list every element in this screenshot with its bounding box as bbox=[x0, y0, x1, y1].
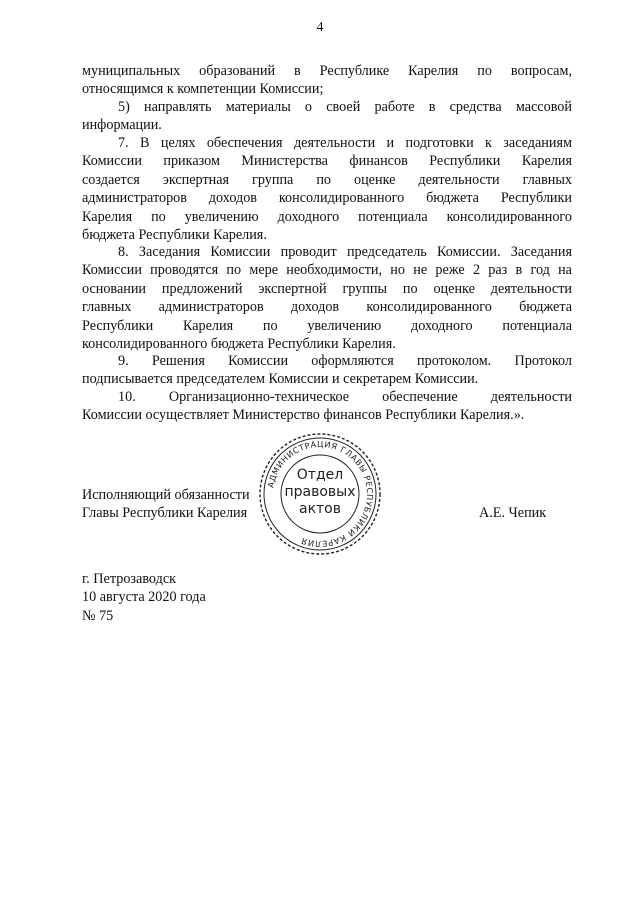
text-line: бюджета Республики Карелия. bbox=[82, 227, 267, 244]
signatory-title-line: Исполняющий обязанности bbox=[82, 487, 250, 503]
signatory-title-line: Главы Республики Карелия bbox=[82, 505, 248, 522]
text-line: 5) направлять материалы о своей работе в средства массовой bbox=[118, 99, 572, 115]
text-line: консолидированного бюджета Республики Карелия. bbox=[82, 336, 396, 353]
text-line: главных администраторов доходов консолидированного бюджета bbox=[82, 299, 572, 316]
text-line: 10. Организационно-техническое обеспечение деятельности bbox=[118, 389, 572, 405]
text-line: Республики Карелия по увеличению доходного потенциала bbox=[82, 317, 572, 334]
text-line: 7. В целях обеспечения деятельности и подготовки к заседаниям bbox=[118, 135, 572, 151]
paragraph-item-10 bbox=[82, 388, 572, 425]
city: г. Петрозаводск bbox=[82, 571, 177, 587]
text-line: основании предложений экспертной группы по оценке деятельности bbox=[82, 280, 572, 297]
paragraph-item-5 bbox=[82, 98, 572, 135]
text-line: подписывается председателем Комиссии и секретарем Комиссии. bbox=[82, 371, 479, 388]
text-line: 8. Заседания Комиссии проводит председатель Комиссии. Заседания bbox=[118, 244, 572, 260]
official-stamp bbox=[257, 431, 383, 557]
text-line: Комиссии осуществляет Министерство финансов Республики Карелия.». bbox=[82, 407, 525, 424]
document-number: № 75 bbox=[82, 607, 114, 624]
stamp-center-line: правовых bbox=[284, 484, 356, 500]
signatory-name: А.Е. Чепик bbox=[479, 505, 547, 521]
paragraph-item-9 bbox=[82, 352, 572, 389]
stamp-center-line: Отдел bbox=[296, 467, 344, 483]
document-date: 10 августа 2020 года bbox=[82, 589, 206, 606]
signatory-title bbox=[82, 486, 250, 523]
paragraph-item-7 bbox=[82, 134, 572, 244]
text-line: создается экспертная группа по оценке деятельности главных bbox=[82, 171, 572, 188]
text-line: Комиссии приказом Министерства финансов Республики Карелия bbox=[82, 153, 572, 170]
text-line: Комиссии проводятся по мере необходимости, но не реже 2 раз в год на bbox=[82, 262, 572, 279]
text-line: относящимся к компетенции Комиссии; bbox=[82, 81, 324, 98]
text-line: информации. bbox=[82, 117, 162, 134]
document-footer bbox=[82, 570, 206, 625]
stamp-center-line: актов bbox=[298, 501, 342, 517]
text-line: Карелия по увеличению доходного потенциала консолидированного bbox=[82, 208, 572, 225]
paragraph-continuation bbox=[82, 62, 572, 99]
page-number: 4 bbox=[316, 20, 324, 35]
stamp-ring-text: АДМИНИСТРАЦИЯ ГЛАВЫ РЕСПУБЛИКИ КАРЕЛИЯ bbox=[265, 438, 376, 550]
text-line: муниципальных образований в Республике Карелия по вопросам, bbox=[82, 63, 572, 79]
paragraph-item-8 bbox=[82, 243, 572, 353]
text-line: 9. Решения Комиссии оформляются протоколом. Протокол bbox=[118, 353, 572, 369]
text-line: администраторов доходов консолидированного бюджета Республики bbox=[82, 190, 572, 207]
